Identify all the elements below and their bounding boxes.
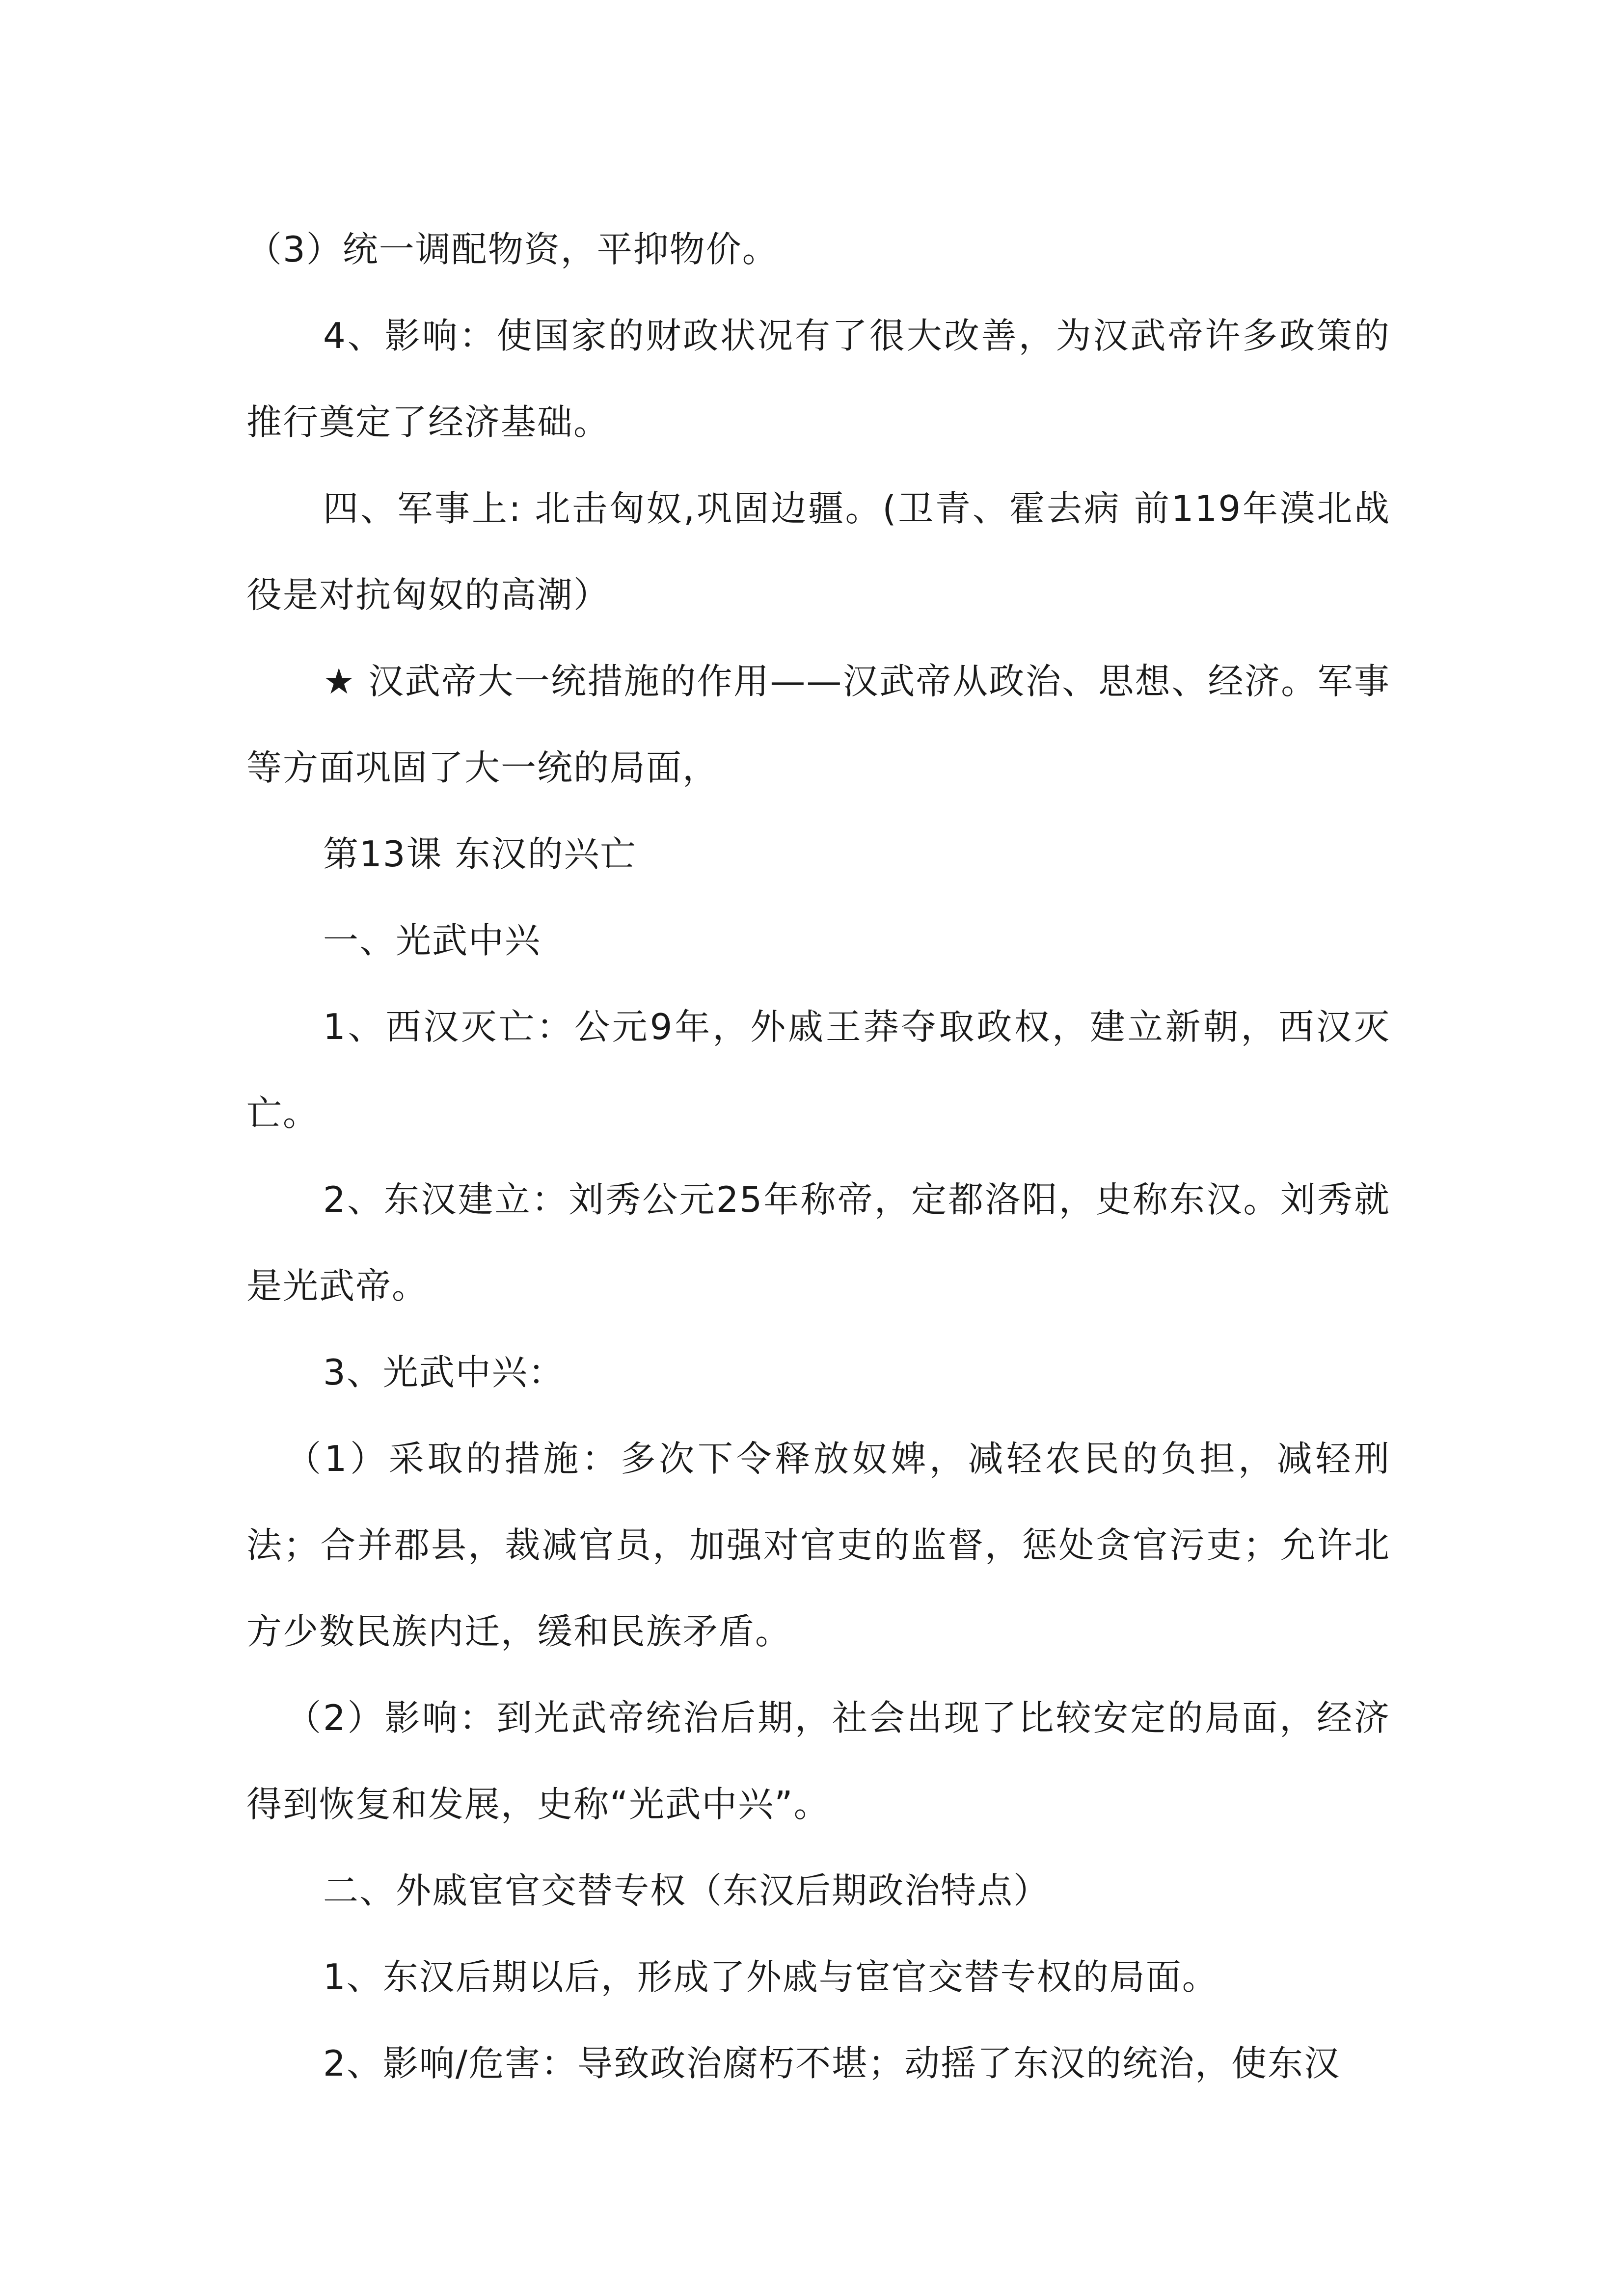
lesson-heading: 第13课 东汉的兴亡 (323, 833, 637, 875)
document-body (246, 206, 1390, 2107)
section-heading-guangwu: 一、光武中兴 (323, 920, 541, 961)
paragraph-measures: （1）采取的措施：多次下令释放奴婢，减轻农民的负担，减轻刑法；合并郡县，裁减官员，加强对官吏的监督，惩处贪官污吏；允许北方少数民族内迁，缓和民族矛盾。 (246, 1438, 1390, 1652)
section-heading-consorts-eunuchs: 二、外戚宦官交替专权（东汉后期政治特点） (323, 1870, 1050, 1911)
paragraph-supply-allocation: （3）统一调配物资，平抑物价。 (246, 229, 779, 270)
paragraph-military: 四、军事上: 北击匈奴,巩固边疆。(卫青、霍去病 前119年漠北战役是对抗匈奴的高潮） (246, 488, 1390, 615)
paragraph-harm: 2、影响/危害：导致政治腐朽不堪；动摇了东汉的统治，使东汉 (323, 2043, 1341, 2084)
paragraph-alternating-power: 1、东汉后期以后，形成了外戚与宦官交替专权的局面。 (323, 1956, 1218, 1998)
paragraph-eastern-han-founding: 2、东汉建立：刘秀公元25年称帝，定都洛阳，史称东汉。刘秀就是光武帝。 (246, 1179, 1390, 1307)
subheading-guangwu-revival: 3、光武中兴： (323, 1352, 565, 1393)
paragraph-unification-effect: ★ 汉武帝大一统措施的作用——汉武帝从政治、思想、经济。军事等方面巩固了大一统的局面， (246, 661, 1390, 788)
paragraph-western-han-fall: 1、西汉灭亡：公元9年，外戚王莽夺取政权，建立新朝，西汉灭亡。 (246, 1006, 1390, 1134)
paragraph-fiscal-impact: 4、影响：使国家的财政状况有了很大改善，为汉武帝许多政策的推行奠定了经济基础。 (246, 315, 1390, 443)
paragraph-revival-impact: （2）影响：到光武帝统治后期，社会出现了比较安定的局面，经济得到恢复和发展，史称“光武中兴”。 (246, 1697, 1390, 1825)
